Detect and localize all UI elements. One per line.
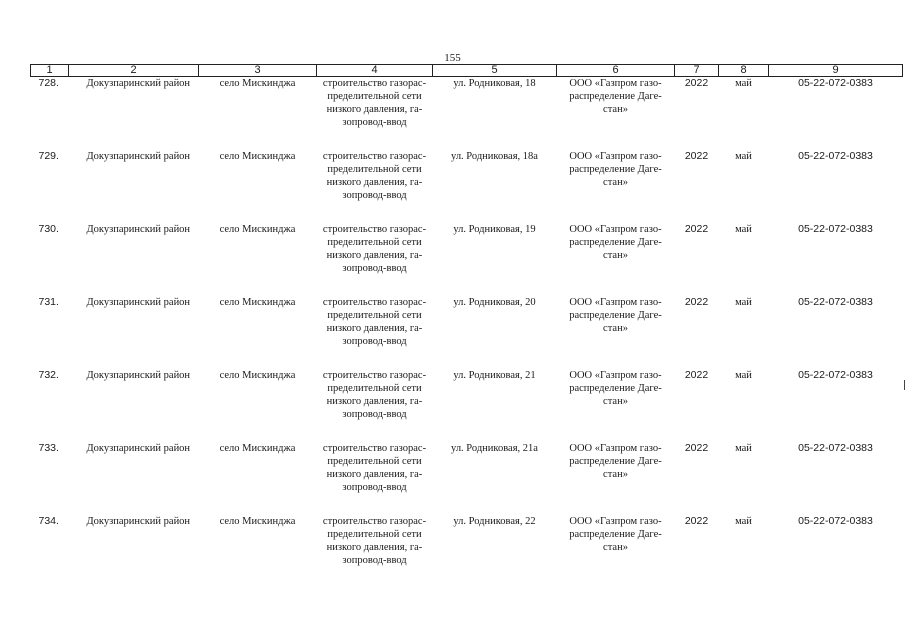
year-cell: 2022: [684, 442, 709, 454]
year-cell: 2022: [684, 150, 709, 162]
locality-cell: село Мискинджа: [219, 516, 296, 527]
row-number-cell: 730.: [38, 223, 59, 235]
work-description-cell: строительство газорас-пределительной сети низкого давления, га-зопровод-ввод: [322, 516, 427, 566]
organization-cell: ООО «Газпром газо-распределение Даге-стан»: [569, 151, 662, 188]
district-cell: Докузпаринский район: [86, 224, 191, 235]
year-cell: 2022: [684, 369, 709, 381]
column-header: 4: [317, 65, 433, 77]
district-cell: Докузпаринский район: [86, 516, 191, 527]
code-cell: 05-22-072-0383: [798, 150, 873, 162]
address-cell: ул. Родниковая, 18а: [451, 151, 538, 162]
work-description-cell: строительство газорас-пределительной сети низкого давления, га-зопровод-ввод: [322, 78, 427, 128]
column-header: 9: [769, 65, 903, 77]
column-header: 2: [69, 65, 199, 77]
address-cell: ул. Родниковая, 22: [453, 516, 536, 527]
table-row: [31, 515, 903, 588]
row-number-cell: 732.: [38, 369, 59, 381]
year-cell: 2022: [684, 77, 709, 89]
address-cell: ул. Родниковая, 21: [453, 370, 536, 381]
column-header: 7: [675, 65, 719, 77]
page-number: 155: [444, 52, 461, 64]
column-header: 3: [199, 65, 317, 77]
table-row: [31, 369, 903, 442]
column-number-row: [31, 65, 903, 77]
registry-table: [30, 64, 903, 588]
row-number-cell: 733.: [38, 442, 59, 454]
month-cell: май: [735, 516, 752, 527]
district-cell: Докузпаринский район: [86, 78, 191, 89]
locality-cell: село Мискинджа: [219, 224, 296, 235]
code-cell: 05-22-072-0383: [798, 296, 873, 308]
code-cell: 05-22-072-0383: [798, 369, 873, 381]
code-cell: 05-22-072-0383: [798, 223, 873, 235]
work-description-cell: строительство газорас-пределительной сети низкого давления, га-зопровод-ввод: [322, 443, 427, 493]
month-cell: май: [735, 297, 752, 308]
row-number-cell: 729.: [38, 150, 59, 162]
address-cell: ул. Родниковая, 19: [453, 224, 536, 235]
month-cell: май: [735, 151, 752, 162]
code-cell: 05-22-072-0383: [798, 515, 873, 527]
table-row: [31, 296, 903, 369]
code-cell: 05-22-072-0383: [798, 77, 873, 89]
work-description-cell: строительство газорас-пределительной сети низкого давления, га-зопровод-ввод: [322, 224, 427, 274]
year-cell: 2022: [684, 296, 709, 308]
district-cell: Докузпаринский район: [86, 370, 191, 381]
work-description-cell: строительство газорас-пределительной сети низкого давления, га-зопровод-ввод: [322, 151, 427, 201]
address-cell: ул. Родниковая, 21а: [451, 443, 538, 454]
organization-cell: ООО «Газпром газо-распределение Даге-стан»: [569, 443, 662, 480]
row-number-cell: 734.: [38, 515, 59, 527]
row-number-cell: 731.: [38, 296, 59, 308]
address-cell: ул. Родниковая, 18: [453, 78, 536, 89]
organization-cell: ООО «Газпром газо-распределение Даге-стан»: [569, 297, 662, 334]
organization-cell: ООО «Газпром газо-распределение Даге-стан»: [569, 78, 662, 115]
district-cell: Докузпаринский район: [86, 443, 191, 454]
table-row: [31, 442, 903, 515]
work-description-cell: строительство газорас-пределительной сети низкого давления, га-зопровод-ввод: [322, 370, 427, 420]
year-cell: 2022: [684, 515, 709, 527]
month-cell: май: [735, 443, 752, 454]
table-row: [31, 150, 903, 223]
locality-cell: село Мискинджа: [219, 78, 296, 89]
month-cell: май: [735, 78, 752, 89]
column-header: 5: [433, 65, 557, 77]
column-header: 1: [31, 65, 69, 77]
column-header: 8: [719, 65, 769, 77]
district-cell: Докузпаринский район: [86, 297, 191, 308]
month-cell: май: [735, 224, 752, 235]
locality-cell: село Мискинджа: [219, 151, 296, 162]
code-cell: 05-22-072-0383: [798, 442, 873, 454]
organization-cell: ООО «Газпром газо-распределение Даге-стан»: [569, 224, 662, 261]
district-cell: Докузпаринский район: [86, 151, 191, 162]
locality-cell: село Мискинджа: [219, 370, 296, 381]
column-header: 6: [557, 65, 675, 77]
year-cell: 2022: [684, 223, 709, 235]
organization-cell: ООО «Газпром газо-распределение Даге-стан»: [569, 516, 662, 553]
month-cell: май: [735, 370, 752, 381]
row-number-cell: 728.: [38, 77, 59, 89]
locality-cell: село Мискинджа: [219, 297, 296, 308]
organization-cell: ООО «Газпром газо-распределение Даге-стан»: [569, 370, 662, 407]
table-row: [31, 223, 903, 296]
work-description-cell: строительство газорас-пределительной сети низкого давления, га-зопровод-ввод: [322, 297, 427, 347]
table-row: [31, 77, 903, 151]
address-cell: ул. Родниковая, 20: [453, 297, 536, 308]
locality-cell: село Мискинджа: [219, 443, 296, 454]
